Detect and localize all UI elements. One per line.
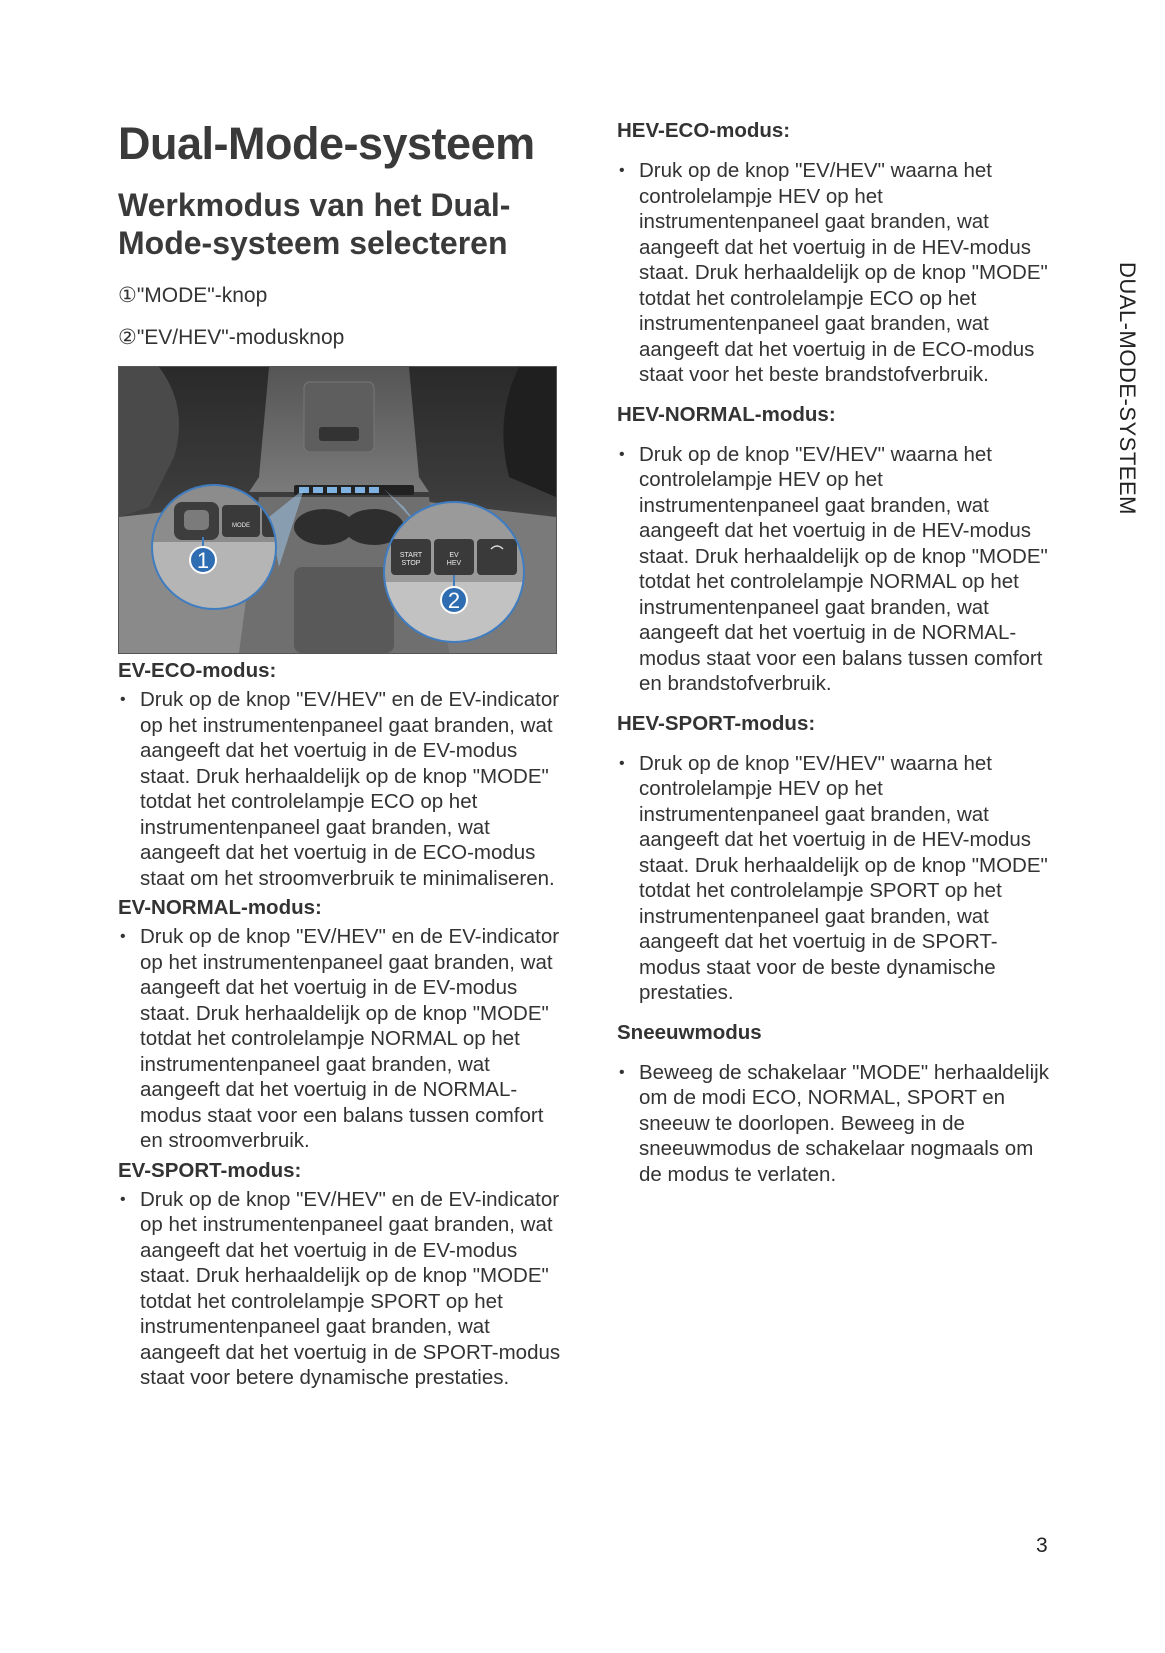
section-text-hev-normal: [617, 442, 1057, 697]
section-heading-ev-eco: EV-ECO-modus:: [118, 659, 277, 682]
legend-text: "MODE"-knop: [136, 284, 268, 307]
hev-button-label: HEV: [446, 560, 462, 567]
page-subtitle: Werkmodus van het Dual-Mode-systeem selecteren: [118, 187, 511, 261]
section-heading-ev-sport: EV-SPORT-modus:: [118, 1158, 302, 1182]
bullet-text: Beweeg de schakelaar "MODE" herhaaldelijk om de modi ECO, NORMAL, SPORT en sneeuw te doorlopen. Beweeg in de sneeuwmodus de schakelaar nogmaals om de modus te verlaten.: [639, 1060, 1049, 1186]
left-column: [118, 118, 563, 1391]
section-heading-hev-eco: HEV-ECO-modus:: [617, 119, 791, 142]
bullet-marker: •: [120, 1190, 126, 1208]
bullet-marker: •: [619, 1063, 625, 1081]
callout-2-label: 2: [447, 588, 461, 613]
bullet-marker: •: [120, 928, 126, 945]
bullet-text: Druk op de knop "EV/HEV" en de EV-indicator op het instrumentenpaneel gaat branden, wat aangeeft dat het voertuig in de EV-modus staat. Druk herhaaldelijk op de knop "MODE" totdat het controlelampje ECO op het instrumentenpaneel gaat branden, wat aangeeft dat het voertuig in de ECO-modus staat om het stroomverbruik te minimaliseren.: [140, 688, 560, 890]
bullet-text: Druk op de knop "EV/HEV" waarna het controlelampje HEV op het instrumentenpaneel gaat branden, wat aangeeft dat het voertuig in de HEV-modus staat. Druk herhaaldelijk op de knop "MODE" totdat het controlelampje ECO op het instrumentenpaneel gaat branden, wat aangeeft dat het voertuig in de ECO-modus staat voor het beste brandstofverbruik.: [639, 159, 1048, 386]
section-text-hev-sport: [617, 751, 1057, 1006]
bullet-text: Druk op de knop "EV/HEV" waarna het controlelampje HEV op het instrumentenpaneel gaat branden, wat aangeeft dat het voertuig in de HEV-modus staat. Druk herhaaldelijk op de knop "MODE" totdat het controlelampje NORMAL op het instrumentenpaneel gaat branden, wat aangeeft dat het voertuig in de NORMAL-modus staat voor een balans tussen comfort en brandstofverbruik.: [639, 442, 1048, 695]
console-drawing: [119, 367, 556, 653]
bullet-marker: •: [619, 754, 625, 772]
section-heading-ev-normal: EV-NORMAL-modus:: [118, 896, 322, 919]
page-title: Dual-Mode-systeem: [118, 118, 535, 169]
section-text-ev-eco: [118, 687, 563, 891]
section-text-hev-eco: [617, 158, 1057, 388]
section-heading-hev-sport: HEV-SPORT-modus:: [617, 711, 816, 735]
mode-button-label: MODE: [232, 523, 250, 529]
bullet-marker: •: [619, 162, 625, 179]
center-console-illustration: [118, 366, 557, 654]
bullet-marker: •: [120, 691, 126, 708]
page-number: 3: [1036, 1534, 1048, 1557]
section-heading-hev-normal: HEV-NORMAL-modus:: [617, 402, 836, 426]
ev-button-label: EV: [449, 552, 459, 559]
section-text-ev-normal: [118, 924, 563, 1154]
legend-text: "EV/HEV"-modusknop: [136, 326, 345, 349]
button-strip: [294, 485, 414, 495]
bullet-text: Druk op de knop "EV/HEV" en de EV-indicator op het instrumentenpaneel gaat branden, wat aangeeft dat het voertuig in de EV-modus staat. Druk herhaaldelijk op de knop "MODE" totdat het controlelampje SPORT op het instrumentenpaneel gaat branden, wat aangeeft dat het voertuig in de SPORT-modus staat voor betere dynamische prestaties.: [140, 1187, 561, 1389]
stop-button-label: STOP: [401, 560, 421, 567]
section-heading-snow: Sneeuwmodus: [617, 1020, 762, 1044]
start-button-label: START: [399, 552, 423, 559]
bullet-marker: •: [619, 445, 625, 463]
legend-item-mode: [118, 284, 563, 308]
callout-1-label: 1: [196, 548, 210, 573]
bullet-text: Druk op de knop "EV/HEV" en de EV-indicator op het instrumentenpaneel gaat branden, wat aangeeft dat het voertuig in de EV-modus staat. Druk herhaaldelijk op de knop "MODE" totdat het controlelampje NORMAL op het instrumentenpaneel gaat branden, wat aangeeft dat het voertuig in de NORMAL-modus staat voor een balans tussen comfort en stroomverbruik.: [140, 925, 560, 1152]
legend-item-ev-hev: [118, 326, 563, 350]
section-text-ev-sport: [118, 1187, 563, 1391]
section-text-snow: [617, 1060, 1057, 1188]
bullet-text: Druk op de knop "EV/HEV" waarna het controlelampje HEV op het instrumentenpaneel gaat branden, wat aangeeft dat het voertuig in de HEV-modus staat. Druk herhaaldelijk op de knop "MODE" totdat het controlelampje SPORT op het instrumentenpaneel gaat branden, wat aangeeft dat het voertuig in de SPORT-modus staat voor de beste dynamische prestaties.: [639, 751, 1048, 1004]
legend-marker: ②: [118, 326, 137, 349]
right-column: [617, 118, 1057, 1187]
legend-marker: ①: [118, 284, 137, 307]
chapter-side-tab: DUAL-MODE-SYSTEEM: [1115, 262, 1140, 515]
